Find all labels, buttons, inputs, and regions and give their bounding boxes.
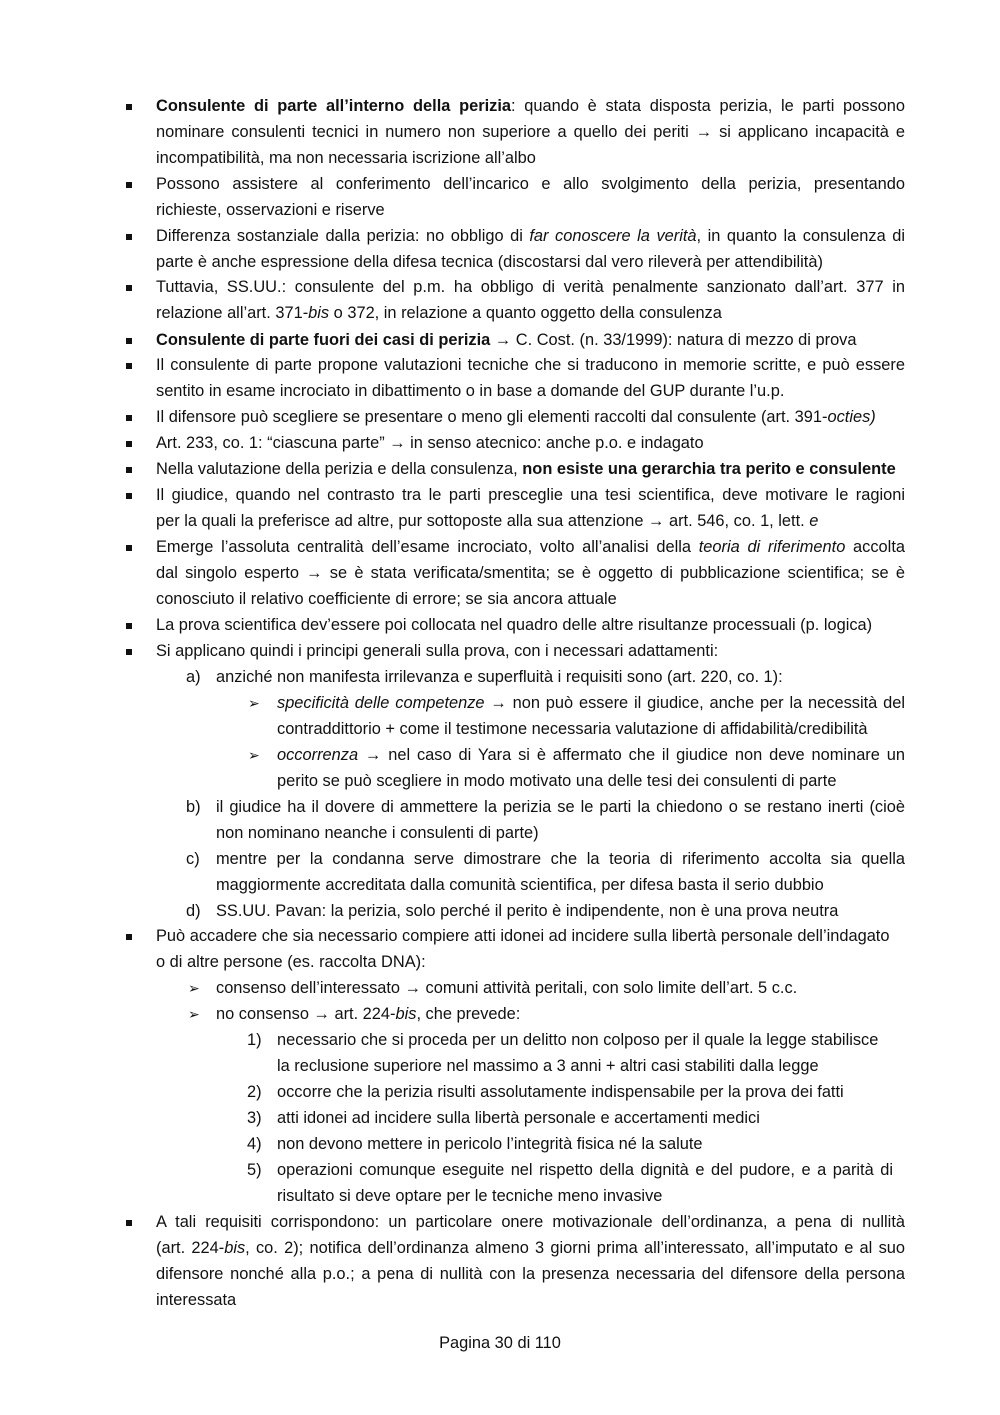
- text-line: Il consulente di parte propone valutazioni tecniche che si traducono in memorie scritte, e può essere: [156, 356, 905, 374]
- text-line: consenso dell’interessato → comuni attività peritali, con solo limite dell’art. 5 c.c.: [216, 979, 798, 997]
- list-marker: 4): [247, 1135, 262, 1153]
- text-line: per la quali la preferisce ad altre, pur sottoposte alla sua attenzione → art. 546, co. 1, lett. e: [156, 512, 819, 530]
- text-line: Consulente di parte fuori dei casi di perizia → C. Cost. (n. 33/1999): natura di mezzo di prova: [156, 331, 857, 349]
- text-line: dal singolo esperto → se è stata verificata/smentita; se è oggetto di pubblicazione scientifica; se è: [156, 564, 905, 582]
- text-line: incompatibilità, ma non necessaria iscrizione all’albo: [156, 149, 536, 167]
- list-marker: c): [186, 850, 200, 868]
- list-marker: a): [186, 668, 201, 686]
- text-line: occorre che la perizia risulti assolutamente indispensabile per la prova dei fatti: [277, 1083, 844, 1101]
- text-line: Art. 233, co. 1: “ciascuna parte” → in senso atecnico: anche p.o. e indagato: [156, 434, 704, 452]
- text-line: relazione all’art. 371-bis o 372, in relazione a quanto oggetto della consulenza: [156, 304, 722, 322]
- text-line: sentito in esame incrociato in dibattimento o in base a domande del GUP durante l’u.p.: [156, 382, 785, 400]
- list-marker: 5): [247, 1161, 262, 1179]
- text-line: mentre per la condanna serve dimostrare che la teoria di riferimento accolta sia quella: [216, 850, 905, 868]
- text-line: risultato si deve optare per le tecniche meno invasive: [277, 1187, 663, 1205]
- text-line: A tali requisiti corrispondono: un particolare onere motivazionale dell’ordinanza, a pena di nullità: [156, 1213, 905, 1231]
- bullet-icon: [126, 407, 132, 427]
- list-marker: b): [186, 798, 201, 816]
- bullet-icon: [126, 615, 132, 635]
- text-line: Differenza sostanziale dalla perizia: no obbligo di far conoscere la verità, in quanto la consulenza di: [156, 227, 906, 245]
- text-line: parte è anche espressione della difesa tecnica (discostarsi dal vero rileverà per attendibilità): [156, 253, 823, 271]
- bullet-icon: [126, 226, 132, 246]
- bullet-icon: [126, 355, 132, 375]
- text-line: perito se può scegliere in modo motivato una delle tesi dei consulenti di parte: [277, 772, 837, 790]
- text-line: nominare consulenti tecnici in numero non superiore a quello dei periti → si applicano incapacità e: [156, 123, 905, 141]
- text-line: contraddittorio + come il testimone necessaria valutazione di affidabilità/credibilità: [277, 720, 868, 738]
- list-marker: 1): [247, 1031, 262, 1049]
- text-line: la reclusione superiore nel massimo a 3 anni + altri casi stabiliti dalla legge: [277, 1057, 819, 1075]
- bullet-icon: [126, 277, 132, 297]
- list-marker: d): [186, 902, 201, 920]
- text-line: Possono assistere al conferimento dell’incarico e allo svolgimento della perizia, presentando: [156, 175, 905, 193]
- bullet-icon: [126, 1212, 132, 1232]
- arrow-bullet-icon: ➢: [248, 747, 260, 763]
- bullet-icon: [126, 459, 132, 479]
- text-line: Si applicano quindi i principi generali sulla prova, con i necessari adattamenti:: [156, 642, 719, 660]
- text-line: non devono mettere in pericolo l’integrità fisica né la salute: [277, 1135, 703, 1153]
- text-line: difensore nonché alla p.o.; a pena di nullità con la presenza necessaria del difensore della persona: [156, 1265, 905, 1283]
- text-line: atti idonei ad incidere sulla libertà personale e accertamenti medici: [277, 1109, 760, 1127]
- text-line: Tuttavia, SS.UU.: consulente del p.m. ha obbligo di verità penalmente sanzionato dall’art. 377 in: [156, 278, 905, 296]
- text-line: Consulente di parte all’interno della perizia: quando è stata disposta perizia, le parti possono: [156, 97, 905, 115]
- list-marker: 2): [247, 1083, 262, 1101]
- bullet-icon: [126, 537, 132, 557]
- arrow-bullet-icon: ➢: [188, 980, 200, 996]
- text-line: Emerge l’assoluta centralità dell’esame incrociato, volto all’analisi della teoria di riferimento accolta: [156, 538, 905, 556]
- bullet-icon: [126, 433, 132, 453]
- text-line: Il giudice, quando nel contrasto tra le parti presceglie una tesi scientifica, deve motivare le ragioni: [156, 486, 905, 504]
- text-line: La prova scientifica dev’essere poi collocata nel quadro delle altre risultanze processuali (p. logica): [156, 616, 873, 634]
- text-line: (art. 224-bis, co. 2); notifica dell’ordinanza almeno 3 giorni prima all’interessato, all’imputato e al suo: [156, 1239, 905, 1257]
- text-line: interessata: [156, 1291, 237, 1309]
- text-line: il giudice ha il dovere di ammettere la perizia se le parti la chiedono o se restano inerti (cioè: [216, 798, 905, 816]
- bullet-icon: [126, 96, 132, 116]
- text-line: SS.UU. Pavan: la perizia, solo perché il perito è indipendente, non è una prova neutra: [216, 902, 839, 920]
- bullet-icon: [126, 641, 132, 661]
- text-line: conosciuto il relativo coefficiente di errore; se sia ancora attuale: [156, 590, 617, 608]
- bullet-icon: [126, 174, 132, 194]
- text-line: no consenso → art. 224-bis, che prevede:: [216, 1005, 521, 1023]
- text-line: richieste, osservazioni e riserve: [156, 201, 385, 219]
- text-line: Nella valutazione della perizia e della consulenza, non esiste una gerarchia tra perito e consulente: [156, 460, 896, 478]
- text-line: non nominano neanche i consulenti di parte): [216, 824, 539, 842]
- bullet-icon: [126, 330, 132, 350]
- text-line: Può accadere che sia necessario compiere atti idonei ad incidere sulla libertà personale dell’indagato: [156, 927, 890, 945]
- bullet-icon: [126, 926, 132, 946]
- arrow-bullet-icon: ➢: [248, 695, 260, 711]
- text-line: maggiormente accreditata dalla comunità scientifica, per difesa basta il serio dubbio: [216, 876, 824, 894]
- bullet-icon: [126, 485, 132, 505]
- text-line: specificità delle competenze → non può essere il giudice, anche per la necessità del: [277, 694, 906, 712]
- arrow-bullet-icon: ➢: [188, 1006, 200, 1022]
- text-line: anziché non manifesta irrilevanza e superfluità i requisiti sono (art. 220, co. 1):: [216, 668, 783, 686]
- text-line: o di altre persone (es. raccolta DNA):: [156, 953, 426, 971]
- page-number: Pagina 30 di 110: [439, 1334, 561, 1352]
- list-marker: 3): [247, 1109, 262, 1127]
- text-line: Il difensore può scegliere se presentare o meno gli elementi raccolti dal consulente (art. 391-octies): [156, 408, 876, 426]
- text-line: necessario che si proceda per un delitto non colposo per il quale la legge stabilisce: [277, 1031, 879, 1049]
- text-line: operazioni comunque eseguite nel rispetto della dignità e del pudore, e a parità di: [277, 1161, 893, 1179]
- text-line: occorrenza → nel caso di Yara si è affermato che il giudice non deve nominare un: [277, 746, 905, 764]
